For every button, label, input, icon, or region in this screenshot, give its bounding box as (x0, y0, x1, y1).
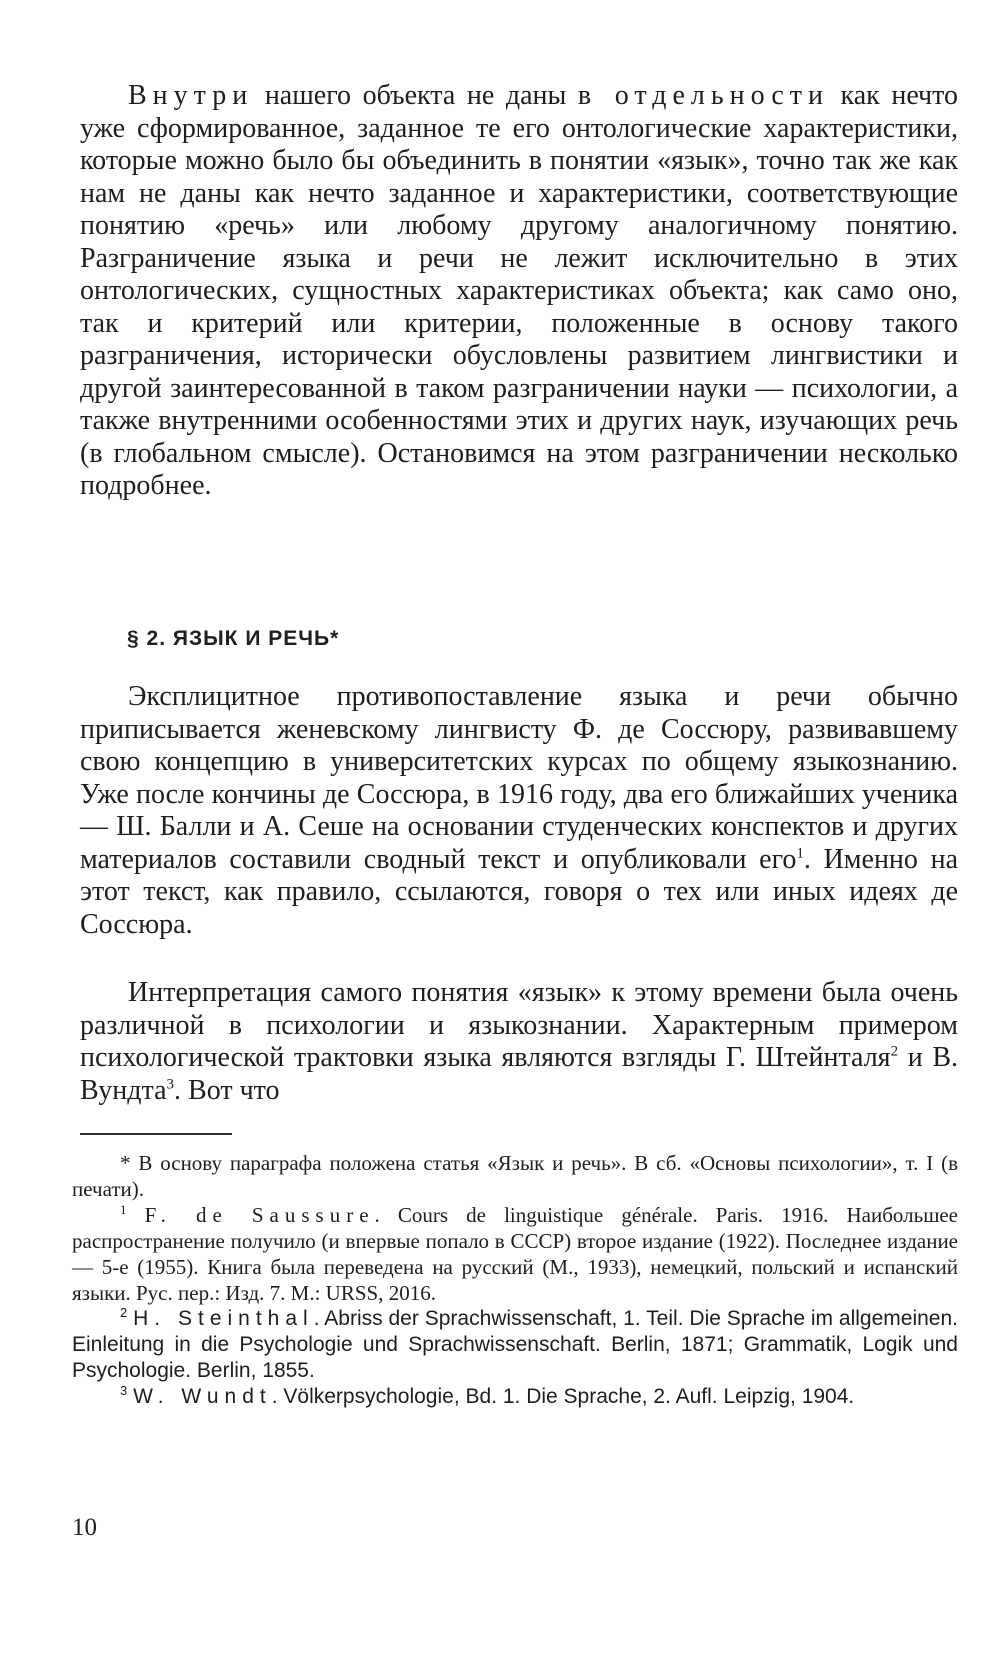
footnote-ref: 1 (796, 845, 804, 862)
footnote-author: F. de Saussure (144, 1203, 375, 1227)
footnote-text: . Abriss der Sprachwissenschaft, 1. Teil. Die Sprache im allgemeinen. Einleitung in die Psychologie und Sprachwissenschaft. Berlin, 1871; Grammatik, Logik und Psychologie. Berlin, 1855. (72, 1307, 958, 1382)
paragraph-text: . Вот что (174, 1074, 280, 1106)
footnotes (72, 1150, 958, 1410)
footnote-author: W. Wundt (133, 1385, 272, 1408)
footnote-3 (72, 1384, 958, 1410)
paragraph-text: как нечто уже сформированное, заданное те его онтологические характеристики, которые можно было бы объединить в понятии «язык», точно так же как нам не даны как нечто заданное и характеристики, соответствующие понятию «речь» или любому другому аналогичному понятию. Разграничение языка и речи не лежит исключительно в этих онтологических, сущностных характеристиках объекта; как само оно, так и критерий или критерии, положенные в основу такого разграничения, исторически обусловлены развитием лингвистики и другой заинтересованной в таком разграничении науки — психологии, а также внутренними особенностями этих и других наук, изучающих речь (в глобальном смысле). Остановимся на этом разграничении несколько подробнее. (80, 80, 959, 501)
footnote-author: H. Steinthal (133, 1307, 314, 1330)
footnote-ref: 3 (166, 1076, 175, 1093)
footnote-divider (80, 1133, 232, 1135)
emphasis-spaced-word: Внутри (128, 80, 254, 111)
paragraph-text: Интерпретация самого понятия «язык» к этому времени была очень различной в психологии и языкознании. Характерным примером психологической трактовки языка являются взгляды Г. Штейнталя (80, 977, 958, 1073)
paragraph-text: нашего объекта не даны (253, 80, 578, 111)
footnote-2 (72, 1306, 958, 1384)
paragraph-text: и В. Вундта (80, 1042, 958, 1106)
footnote-number: 1 (120, 1202, 127, 1217)
paragraph-interpretation (80, 977, 958, 1107)
paragraph-intro (80, 80, 958, 503)
footnote-number: 2 (120, 1305, 128, 1320)
page-number: 10 (72, 1514, 97, 1541)
emphasis-spaced-phrase: в отдельности (577, 80, 829, 111)
footnote-number: 3 (120, 1383, 128, 1398)
footnote-star: * В основу параграфа положена статья «Язык и речь». В сб. «Основы психологии», т. I (в печати). (72, 1151, 958, 1201)
paragraph-text: Эксплицитное противопоставление языка и речи обычно приписывается женевскому лингвисту Ф. де Соссюру, развивавшему свою концепцию в университетских курсах по общему языкознанию. Уже после кончины де Соссюра, в 1916 году, два его ближайших ученика — Ш. Балли и А. Сеше на основании студенческих конспектов и других материалов составили сводный текст и опубликовали его (80, 681, 958, 875)
paragraph-text: . Именно на этот текст, как правило, ссылаются, говоря о тех или иных идеях де Соссюра. (80, 843, 958, 940)
section-heading: § 2. ЯЗЫК И РЕЧЬ* (127, 627, 340, 650)
footnote-ref: 2 (890, 1043, 899, 1060)
footnote-text: . Völkerpsychologie, Bd. 1. Die Sprache, 2. Aufl. Leipzig, 1904. (271, 1385, 855, 1408)
footnote-text: . Cours de linguistique générale. Paris. 1916. Наибольшее распространение получило (и впервые попало в СССР) второе издание (1922). Последнее издание — 5-е (1955). Книга была переведена на русский (М., 1933), немецкий, польский и испанский языки. Рус. пер.: Изд. 7. М.: URSS, 2016. (72, 1203, 959, 1305)
footnote-1 (72, 1202, 958, 1306)
paragraph-saussure (80, 681, 958, 941)
